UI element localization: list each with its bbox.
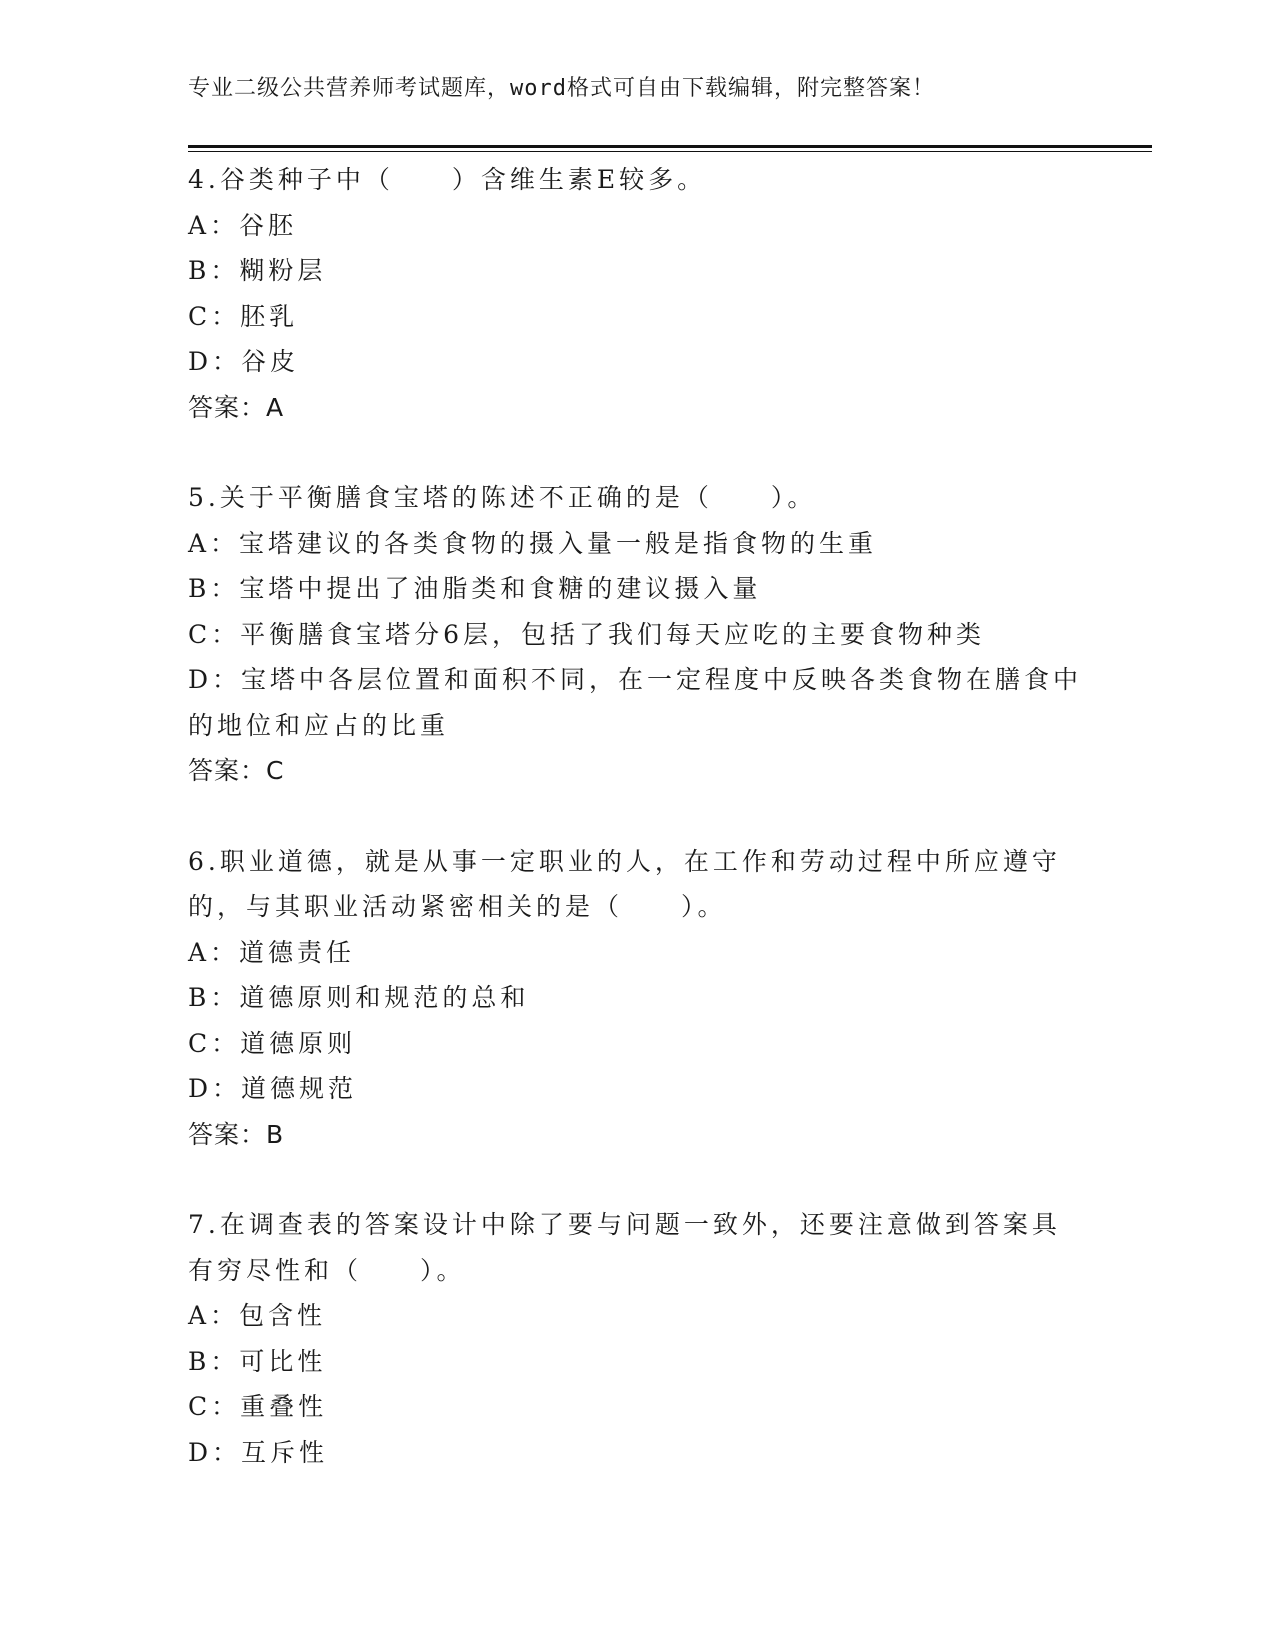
option-d: D：宝塔中各层位置和面积不同，在一定程度中反映各类食物在膳食中 <box>188 665 1083 694</box>
answer-line: 答案：B <box>188 1119 285 1149</box>
option-d-continued: 的地位和应占的比重 <box>188 710 450 740</box>
option-b: B：道德原则和规范的总和 <box>188 983 530 1012</box>
question-stem: 6.职业道德，就是从事一定职业的人，在工作和劳动过程中所应遵守 <box>188 846 1061 876</box>
option-b: B：糊粉层 <box>188 256 327 285</box>
question-7 <box>188 1202 1088 1475</box>
option-a: A：道德责任 <box>188 937 356 967</box>
option-d: D：谷皮 <box>188 347 300 376</box>
option-a: A：包含性 <box>188 1301 327 1330</box>
question-6 <box>188 839 1088 1158</box>
answer-line: 答案：C <box>188 756 285 785</box>
question-stem-continued: 的，与其职业活动紧密相关的是（ ）。 <box>188 892 727 921</box>
option-a: A：谷胚 <box>188 210 298 240</box>
question-5 <box>188 475 1088 794</box>
question-list <box>188 157 1088 1520</box>
header-rule-thick <box>188 145 1152 148</box>
header-rule-thin <box>188 151 1152 152</box>
option-d: D：互斥性 <box>188 1437 329 1467</box>
answer-line: 答案：A <box>188 392 285 422</box>
option-d: D：道德规范 <box>188 1074 358 1103</box>
option-b: B：宝塔中提出了油脂类和食糖的建议摄入量 <box>188 574 762 603</box>
question-4 <box>188 157 1088 430</box>
question-stem: 5.关于平衡膳食宝塔的陈述不正确的是（ ）。 <box>188 483 817 512</box>
question-stem: 7.在调查表的答案设计中除了要与问题一致外，还要注意做到答案具 <box>188 1210 1061 1239</box>
option-c: C：道德原则 <box>188 1028 357 1058</box>
question-stem: 4.谷类种子中（ ）含维生素E较多。 <box>188 165 707 194</box>
question-stem-continued: 有穷尽性和（ ）。 <box>188 1255 466 1285</box>
option-c: C：平衡膳食宝塔分6层，包括了我们每天应吃的主要食物种类 <box>188 619 986 649</box>
option-c: C：重叠性 <box>188 1392 328 1421</box>
page-header: 专业二级公共营养师考试题库，word格式可自由下载编辑，附完整答案！ <box>188 76 935 101</box>
option-c: C：胚乳 <box>188 301 299 331</box>
option-b: B：可比性 <box>188 1346 327 1376</box>
option-a: A：宝塔建议的各类食物的摄入量一般是指食物的生重 <box>188 528 878 558</box>
